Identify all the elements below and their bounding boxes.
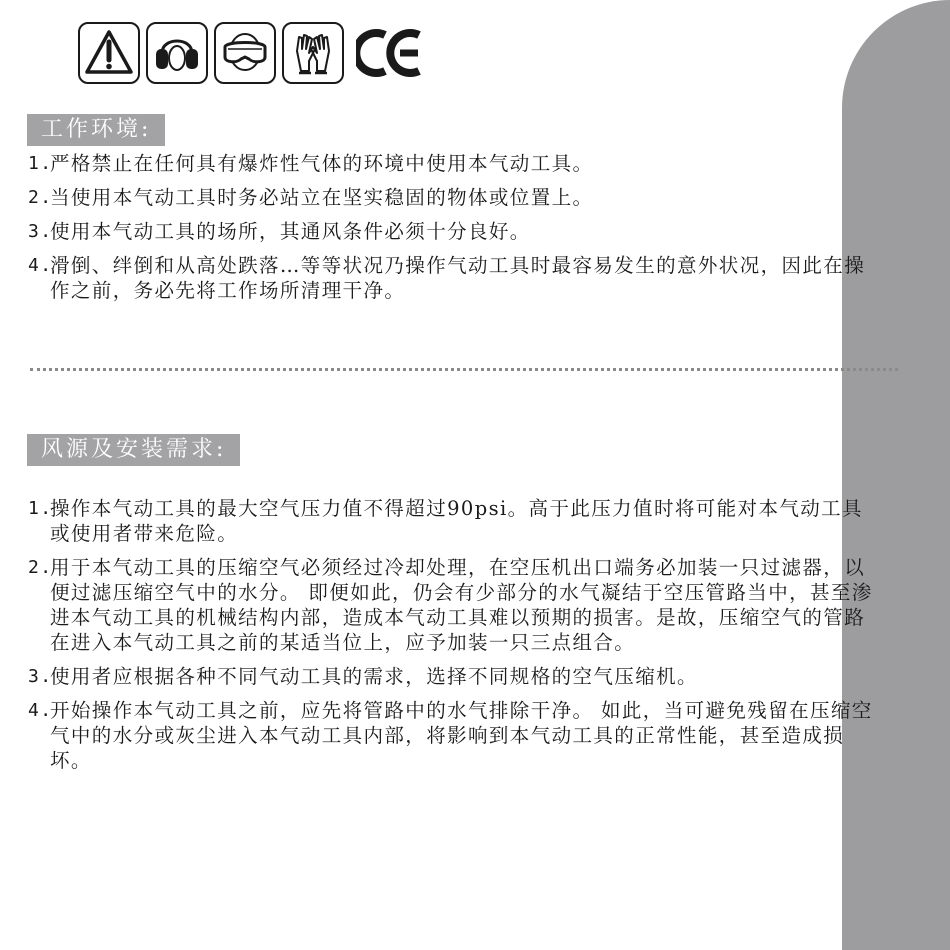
- list-item: [28, 664, 878, 689]
- dotted-divider: [30, 368, 898, 371]
- item-text: 操作本气动工具的最大空气压力值不得超过90psi。高于此压力值时将可能对本气动工具或使用者带来危险。: [50, 497, 863, 545]
- work-environment-title: 工作环境:: [27, 114, 165, 146]
- air-supply-list: [28, 496, 878, 773]
- item-number: 2.: [28, 187, 53, 208]
- item-number: 1.: [28, 153, 53, 174]
- item-text: 严格禁止在任何具有爆炸性气体的环境中使用本气动工具。: [50, 152, 594, 175]
- item-number: 4.: [28, 700, 53, 721]
- item-text: 使用本气动工具的场所，其通风条件必须十分良好。: [50, 220, 531, 243]
- list-item: [28, 185, 878, 210]
- item-text: 当使用本气动工具时务必站立在坚实稳固的物体或位置上。: [50, 186, 594, 209]
- safety-goggles-icon: [214, 22, 276, 84]
- list-item: [28, 555, 878, 655]
- item-number: 4.: [28, 255, 53, 276]
- item-number: 2.: [28, 557, 53, 578]
- work-environment-list: [28, 151, 878, 303]
- item-number: 3.: [28, 221, 53, 242]
- list-item: [28, 253, 878, 303]
- item-text: 用于本气动工具的压缩空气必须经过冷却处理，在空压机出口端务必加装一只过滤器，以便过滤压缩空气中的水分。 即便如此，仍会有少部分的水气凝结于空压管路当中，甚至渗进本气动工具的机械结构内部，造成本气动工具难以预期的损害。是故，压缩空气的管路在进入本气动工具之前的某适当位上，应予加装一只三点组合。: [50, 556, 873, 654]
- safety-icons-row: [78, 22, 422, 84]
- ear-protection-icon: [146, 22, 208, 84]
- list-item: [28, 698, 878, 773]
- side-decoration-bar: [842, 0, 950, 950]
- item-text: 开始操作本气动工具之前，应先将管路中的水气排除干净。 如此，当可避免残留在压缩空气中的水分或灰尘进入本气动工具内部，将影响到本气动工具的正常性能，甚至造成损坏。: [50, 699, 873, 772]
- item-number: 3.: [28, 666, 53, 687]
- list-item: [28, 151, 878, 176]
- list-item: [28, 496, 878, 546]
- warning-icon: [78, 22, 140, 84]
- ce-mark-icon: [356, 25, 422, 81]
- item-number: 1.: [28, 498, 53, 519]
- item-text: 滑倒、绊倒和从高处跌落…等等状况乃操作气动工具时最容易发生的意外状况，因此在操作之前，务必先将工作场所清理干净。: [50, 254, 866, 302]
- air-supply-title: 风源及安装需求:: [27, 434, 240, 466]
- gloves-icon: [282, 22, 344, 84]
- list-item: [28, 219, 878, 244]
- item-text: 使用者应根据各种不同气动工具的需求，选择不同规格的空气压缩机。: [50, 665, 698, 688]
